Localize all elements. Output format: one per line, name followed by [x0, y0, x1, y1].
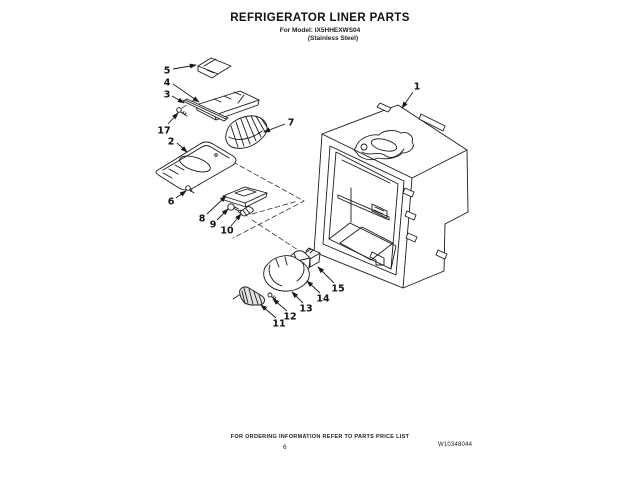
part-leader-6 — [176, 191, 186, 198]
cabinet-liner — [314, 103, 468, 288]
part-17-screw — [177, 108, 187, 116]
part-5-bracket — [198, 58, 231, 78]
part-callout-15: 15 — [331, 283, 345, 295]
part-2-light-cover — [156, 142, 236, 190]
part-leader-15 — [318, 267, 334, 283]
finish-subtitle: (Stainless Steel) — [307, 35, 359, 42]
part-leader-10 — [231, 214, 241, 226]
part-leader-13 — [292, 292, 303, 303]
part-callout-12: 12 — [283, 311, 297, 323]
part-leader-17 — [168, 113, 178, 124]
part-callout-13: 13 — [299, 303, 313, 315]
part-leader-11 — [261, 305, 276, 318]
page-number: 6 — [283, 444, 287, 451]
part-leader-5 — [173, 65, 196, 69]
part-callout-2: 2 — [167, 136, 175, 148]
part-leader-3 — [172, 96, 184, 103]
ordering-note: FOR ORDERING INFORMATION REFER TO PARTS PRICE LIST — [230, 434, 410, 440]
part-callout-14: 14 — [316, 293, 330, 305]
part-callout-6: 6 — [167, 196, 175, 208]
part-leader-9 — [217, 209, 228, 220]
part-leader-12 — [273, 299, 287, 311]
model-subtitle: For Model: IX5HHEXWS04 — [279, 27, 361, 34]
part-callout-3: 3 — [163, 89, 171, 101]
part-leader-1 — [402, 92, 413, 108]
part-callout-5: 5 — [163, 65, 171, 77]
part-callout-10: 10 — [220, 225, 234, 237]
part-callout-7: 7 — [287, 117, 295, 129]
part-11-vent-insert — [240, 287, 265, 305]
part-10-fastener — [241, 207, 254, 216]
part-leader-14 — [307, 281, 320, 293]
part-callout-8: 8 — [198, 213, 206, 225]
page-title: REFRIGERATOR LINER PARTS — [230, 12, 410, 24]
cabinet-top-clip — [377, 103, 391, 112]
part-callout-1: 1 — [413, 81, 421, 93]
part-leader-8 — [207, 196, 226, 214]
part-12-screw — [268, 293, 276, 300]
doc-number: W10348044 — [438, 442, 473, 448]
part-callout-17: 17 — [157, 125, 171, 137]
part-leader-2 — [177, 143, 187, 152]
part-callout-11: 11 — [272, 318, 286, 330]
part-callout-9: 9 — [209, 219, 217, 231]
part-7-vent-grille — [226, 116, 267, 149]
part-callout-4: 4 — [163, 77, 171, 89]
